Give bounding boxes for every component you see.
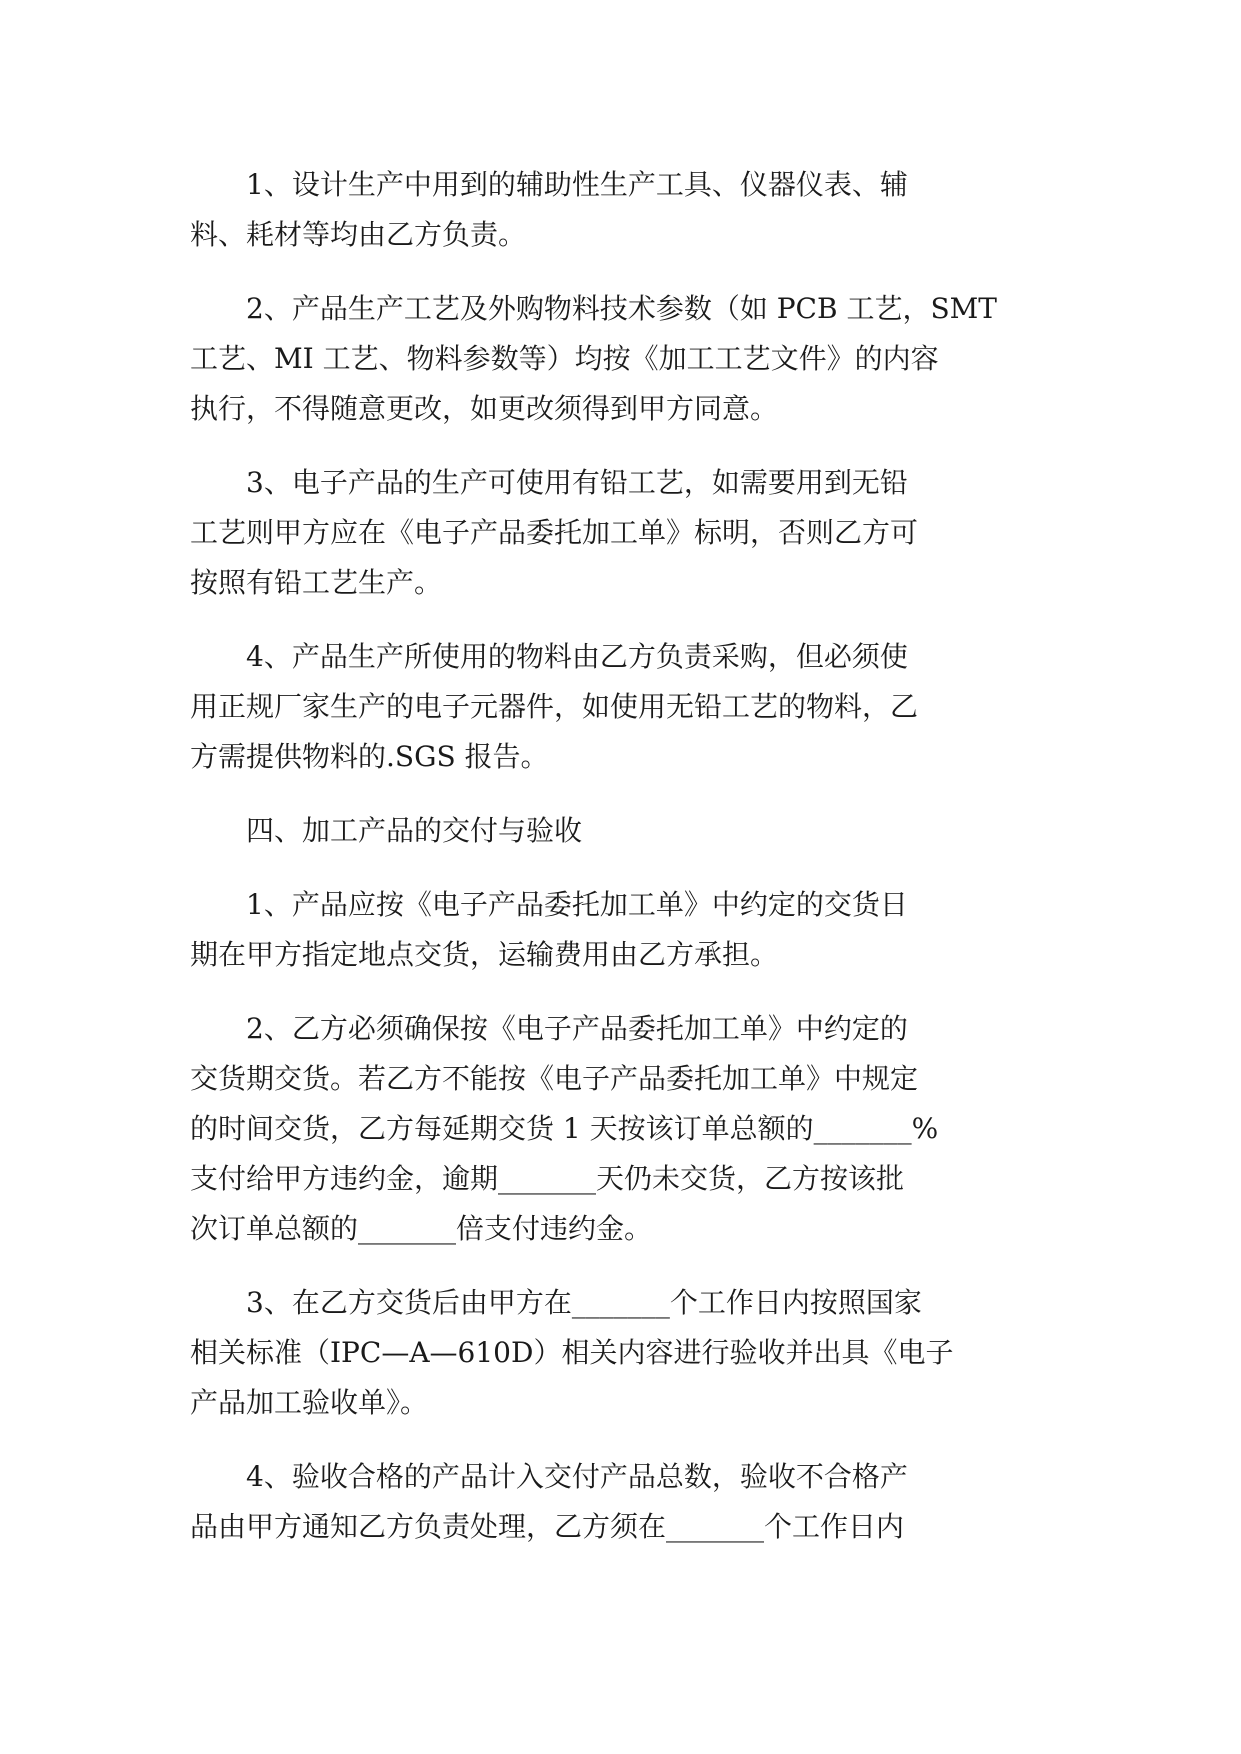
text-line: 相关标准（IPC—A—610D）相关内容进行验收并出具《电子	[190, 1336, 954, 1369]
text-line: 料、耗材等均由乙方负责。	[190, 218, 527, 251]
text-line: 3、电子产品的生产可使用有铅工艺，如需要用到无铅	[246, 466, 908, 499]
text-line: 4、产品生产所使用的物料由乙方负责采购，但必须使	[246, 640, 908, 673]
text-line: 2、产品生产工艺及外购物料技术参数（如 PCB 工艺，SMT	[246, 292, 997, 325]
text-line: 次订单总额的_______倍支付违约金。	[190, 1212, 653, 1245]
text-line: 1、产品应按《电子产品委托加工单》中约定的交货日	[246, 888, 908, 921]
paragraph-clause-3-2	[190, 284, 1050, 434]
text-line: 支付给甲方违约金，逾期_______天仍未交货，乙方按该批	[190, 1162, 905, 1195]
text-line: 执行，不得随意更改，如更改须得到甲方同意。	[190, 392, 779, 425]
paragraph-clause-4-4	[190, 1452, 1050, 1552]
text-line: 4、验收合格的产品计入交付产品总数，验收不合格产	[246, 1460, 908, 1493]
text-line: 用正规厂家生产的电子元器件，如使用无铅工艺的物料，乙	[190, 690, 919, 723]
text-line: 1、设计生产中用到的辅助性生产工具、仪器仪表、辅	[246, 168, 908, 201]
section-heading-4	[190, 806, 1050, 856]
paragraph-clause-4-2	[190, 1004, 1050, 1254]
paragraph-clause-4-1	[190, 880, 1050, 980]
text-line: 工艺则甲方应在《电子产品委托加工单》标明，否则乙方可	[190, 516, 919, 549]
text-line: 产品加工验收单》。	[190, 1386, 429, 1419]
text-line: 按照有铅工艺生产。	[190, 566, 443, 599]
section-heading: 四、加工产品的交付与验收	[246, 814, 583, 847]
text-line: 工艺、MI 工艺、物料参数等）均按《加工工艺文件》的内容	[190, 342, 939, 375]
document-body	[190, 160, 1050, 1552]
text-line: 期在甲方指定地点交货，运输费用由乙方承担。	[190, 938, 779, 971]
text-line: 3、在乙方交货后由甲方在_______个工作日内按照国家	[246, 1286, 922, 1319]
paragraph-clause-3-1	[190, 160, 1050, 260]
text-line: 品由甲方通知乙方负责处理，乙方须在_______个工作日内	[190, 1510, 905, 1543]
text-line: 交货期交货。若乙方不能按《电子产品委托加工单》中规定	[190, 1062, 919, 1095]
paragraph-clause-4-3	[190, 1278, 1050, 1428]
text-line: 2、乙方必须确保按《电子产品委托加工单》中约定的	[246, 1012, 908, 1045]
text-line: 方需提供物料的.SGS 报告。	[190, 740, 549, 773]
text-line: 的时间交货，乙方每延期交货 1 天按该订单总额的_______%	[190, 1112, 939, 1145]
paragraph-clause-3-3	[190, 458, 1050, 608]
paragraph-clause-3-4	[190, 632, 1050, 782]
